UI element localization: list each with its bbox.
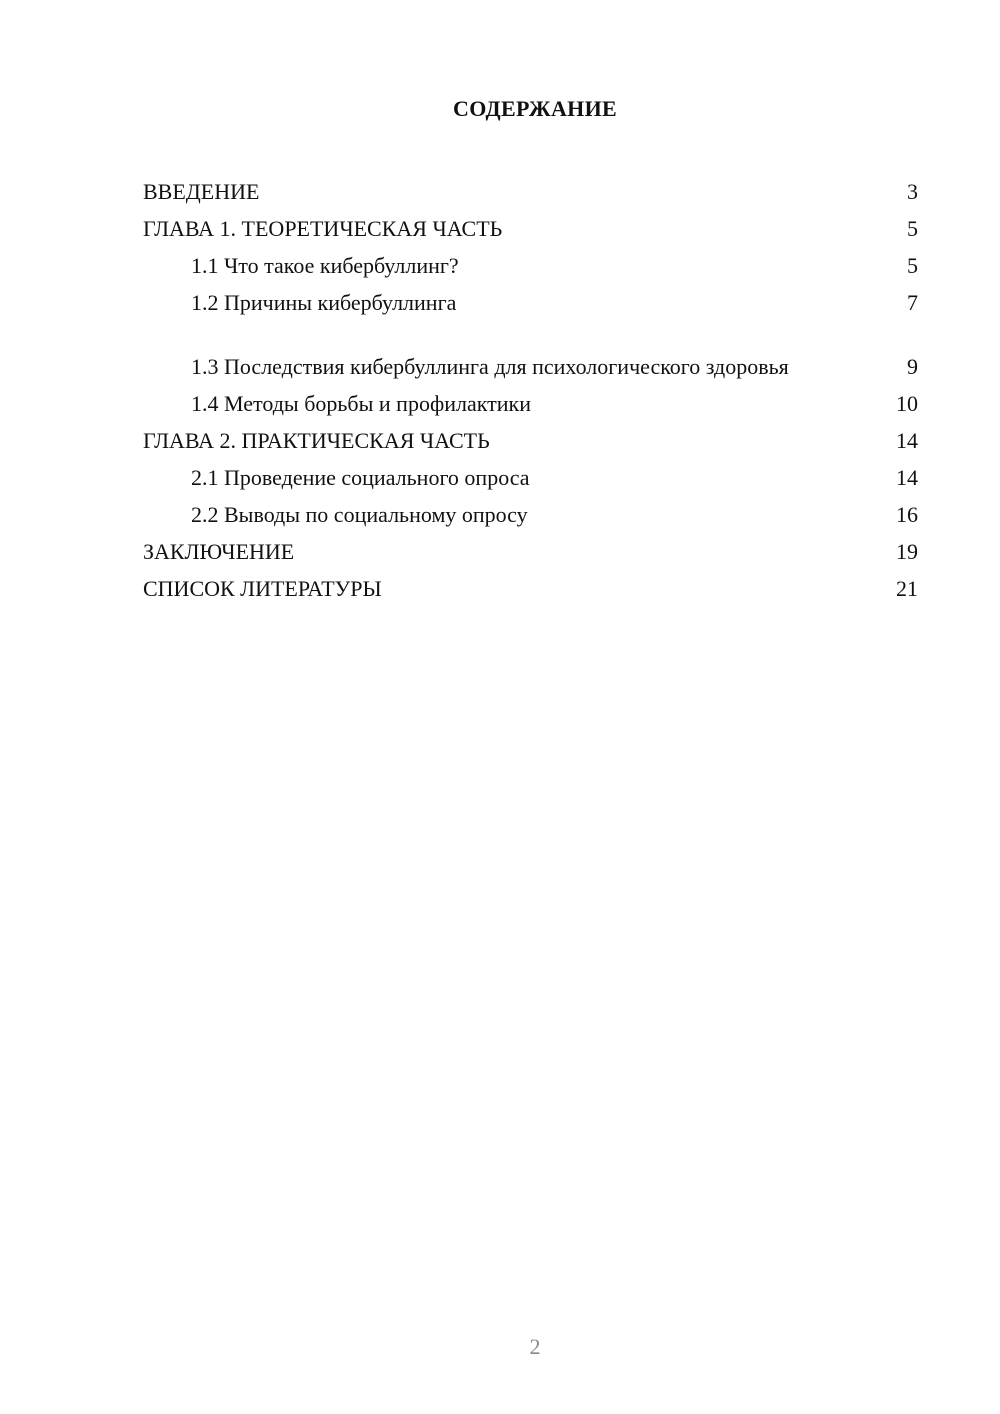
toc-entry-conclusion[interactable] — [143, 528, 918, 565]
toc-entry-page: 14 — [896, 428, 918, 453]
toc-entry-section-1-4[interactable] — [143, 380, 918, 417]
toc-entry-section-2-2[interactable] — [143, 491, 918, 528]
toc-entry-section-1-1[interactable] — [143, 242, 918, 279]
toc-entry-page: 19 — [896, 539, 918, 564]
toc-entry-text: 1.1 Что такое кибербуллинг? — [191, 253, 459, 278]
toc-entry-chapter-1[interactable] — [143, 205, 918, 242]
toc-entry-text: СПИСОК ЛИТЕРАТУРЫ — [143, 576, 382, 601]
toc-entry-section-1-3[interactable] — [143, 316, 918, 380]
toc-entry-text: 1.4 Методы борьбы и профилактики — [191, 391, 531, 416]
toc-entry-text: ЗАКЛЮЧЕНИЕ — [143, 539, 295, 564]
toc-entry-text: 2.2 Выводы по социальному опросу — [191, 502, 528, 527]
toc-entry-text: 1.2 Причины кибербуллинга — [191, 290, 457, 315]
toc-entry-chapter-2[interactable] — [143, 417, 918, 454]
toc-entry-text: ГЛАВА 1. ТЕОРЕТИЧЕСКАЯ ЧАСТЬ — [143, 216, 503, 241]
toc-entry-introduction[interactable] — [143, 168, 918, 205]
page-number: 2 — [529, 1334, 541, 1359]
table-of-contents — [143, 168, 918, 602]
toc-entry-page: 14 — [896, 465, 918, 490]
toc-entry-section-1-2[interactable] — [143, 279, 918, 316]
toc-entry-page: 5 — [907, 253, 918, 278]
toc-entry-page: 7 — [907, 290, 918, 315]
page-title: СОДЕРЖАНИЕ — [453, 96, 617, 121]
toc-entry-page: 5 — [907, 216, 918, 241]
toc-entry-page: 21 — [896, 576, 918, 601]
toc-entry-bibliography[interactable] — [143, 565, 918, 602]
toc-entry-section-2-1[interactable] — [143, 454, 918, 491]
toc-entry-page: 16 — [896, 502, 918, 527]
toc-entry-page: 9 — [907, 354, 918, 379]
toc-entry-text: 1.3 Последствия кибербуллинга для психологического здоровья — [191, 354, 789, 379]
toc-entry-page: 10 — [896, 391, 918, 416]
toc-entry-text: 2.1 Проведение социального опроса — [191, 465, 530, 490]
toc-entry-page: 3 — [907, 179, 918, 204]
toc-entry-text: ВВЕДЕНИЕ — [143, 179, 260, 204]
toc-entry-text: ГЛАВА 2. ПРАКТИЧЕСКАЯ ЧАСТЬ — [143, 428, 490, 453]
